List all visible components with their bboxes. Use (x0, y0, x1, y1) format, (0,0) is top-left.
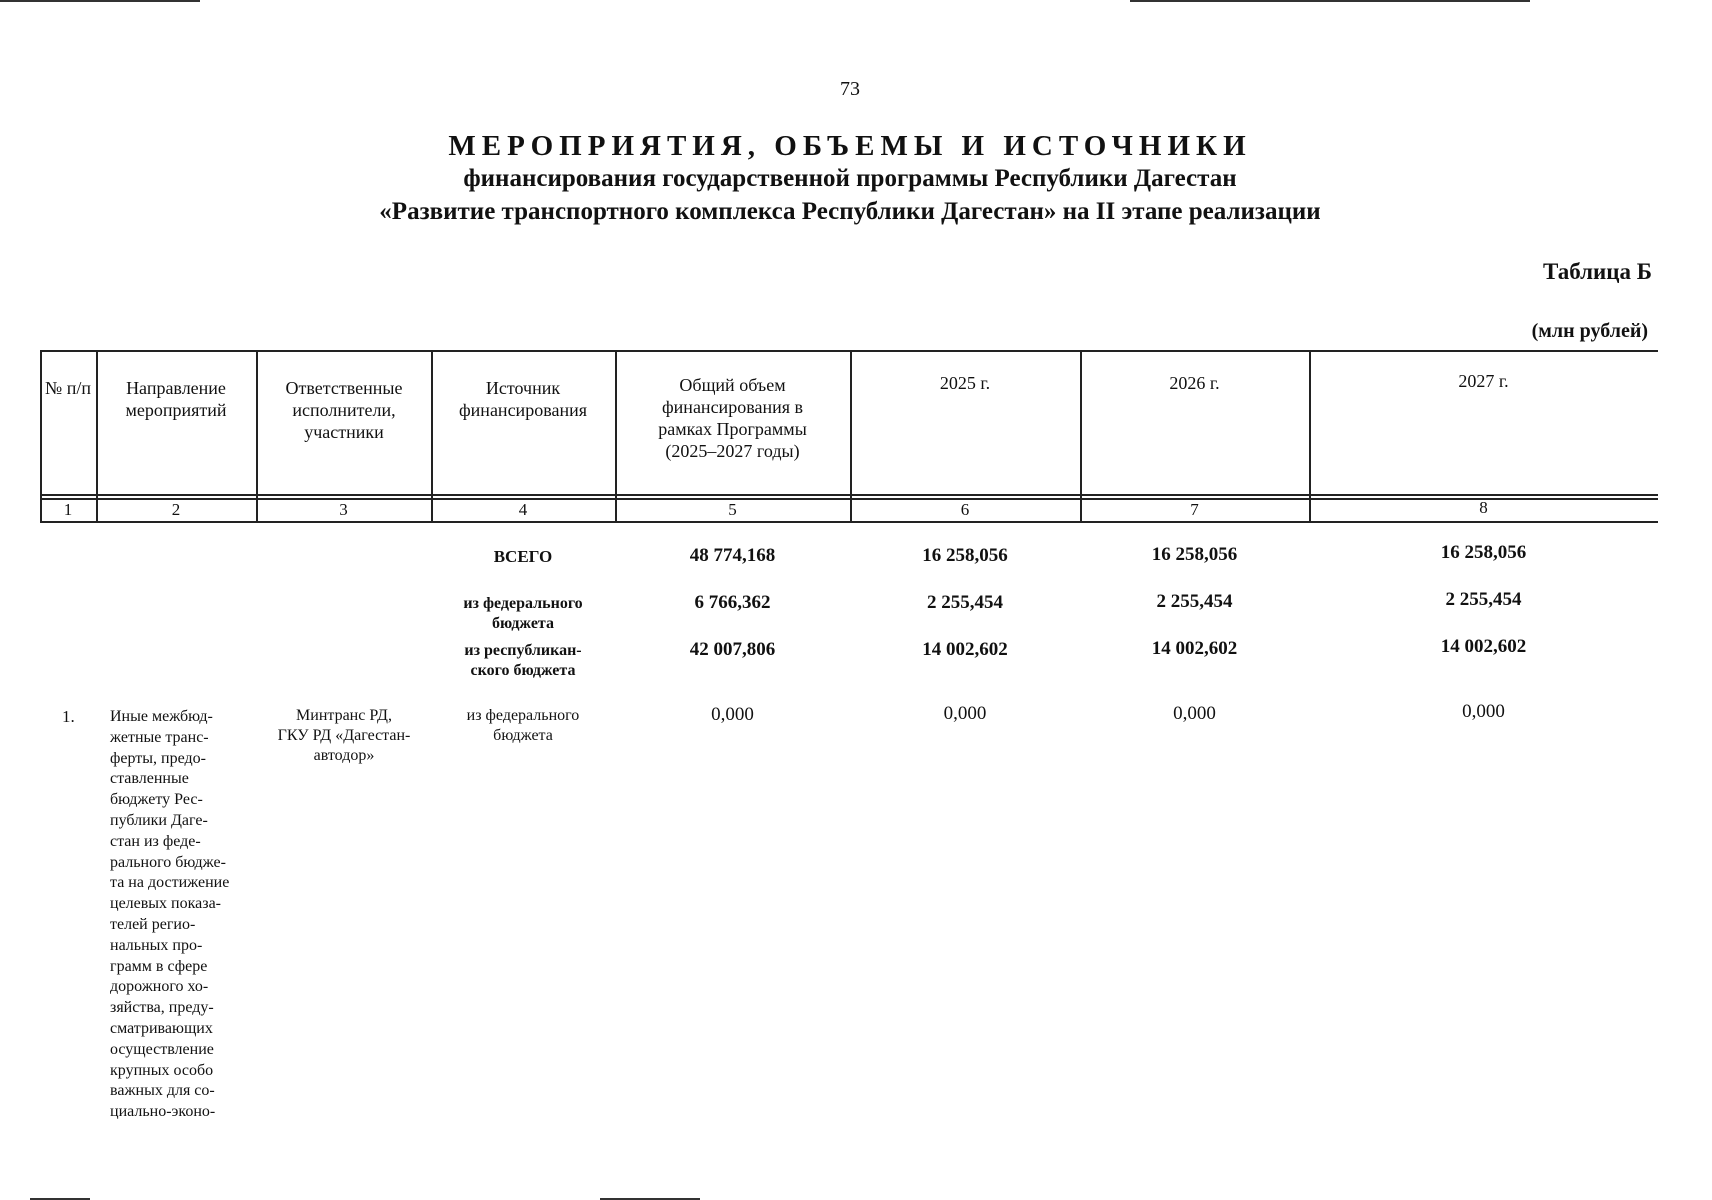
year-2025-value: 2 255,454 (927, 592, 1003, 613)
column-number: 5 (728, 500, 737, 519)
column-number: 6 (960, 500, 970, 519)
header-direction: Направление мероприятий (125, 378, 227, 420)
year-2025-value: 0,000 (943, 703, 987, 724)
source-text: из федерального бюджета (466, 707, 580, 744)
total-value: 48 774,168 (689, 545, 776, 566)
header-year-2027: 2027 г. (1458, 371, 1509, 391)
header-number: № п/п (45, 378, 91, 398)
year-2027-value: 0,000 (1462, 701, 1505, 722)
scan-edge-line (30, 1198, 90, 1200)
header-total: Общий объем финансирования в рамках Программы (2025–2027 годы) (658, 375, 807, 461)
program-name: «Развитие транспортного комплекса Республики Дагестан» на II этапе реализации (379, 198, 1321, 225)
header-year-2026: 2026 г. (1169, 373, 1220, 393)
year-2026-value: 14 002,602 (1151, 638, 1238, 659)
year-2025-value: 14 002,602 (922, 639, 1008, 660)
year-2027-value: 16 258,056 (1440, 542, 1527, 563)
document-subtitle: финансирования государственной программы Республики Дагестан (463, 165, 1237, 192)
column-number: 3 (339, 500, 348, 519)
total-value: 6 766,362 (694, 592, 771, 613)
year-2026-value: 0,000 (1173, 703, 1216, 724)
row-number: 1. (62, 707, 75, 726)
column-number: 4 (518, 500, 528, 519)
year-2026-value: 16 258,056 (1151, 544, 1238, 565)
year-2027-value: 2 255,454 (1445, 589, 1522, 610)
column-number: 1 (63, 500, 73, 519)
table-label: Таблица Б (1542, 259, 1652, 284)
column-number: 8 (1479, 498, 1488, 517)
executors-text: Минтранс РД, ГКУ РД «Дагестан- автодор» (277, 707, 411, 764)
scan-edge-line (1130, 0, 1530, 2)
total-value: 0,000 (711, 704, 754, 725)
units-label: (млн рублей) (1531, 320, 1648, 342)
year-2025-value: 16 258,056 (922, 545, 1008, 566)
document-title: МЕРОПРИЯТИЯ, ОБЪЕМЫ И ИСТОЧНИКИ (448, 130, 1252, 162)
page-number: 73 (840, 78, 860, 100)
column-number: 2 (171, 500, 181, 519)
column-number: 7 (1190, 500, 1199, 519)
year-2026-value: 2 255,454 (1156, 591, 1233, 612)
header-executors: Ответственные исполнители, участники (285, 378, 403, 442)
direction-text: Иные межбюд- жетные транс- ферты, предо- ставленные бюджету Рес- публики Даге- стан из феде- рального бюдже- та на достижение целевых показа- телей регио- нальных про- грамм в сфере дорожного хо- зяйства, преду- сматривающих осуществление крупных особо важных для со- циально-эконо- (110, 708, 230, 1121)
source-label: ВСЕГО (493, 547, 553, 566)
scan-edge-line (0, 0, 200, 2)
source-label: из республикан- ского бюджета (464, 642, 582, 679)
year-2027-value: 14 002,602 (1440, 636, 1527, 657)
total-value: 42 007,806 (689, 639, 776, 660)
source-label: из федерального бюджета (463, 595, 583, 632)
header-source: Источник финансирования (459, 378, 587, 420)
scan-edge-line (600, 1198, 700, 1200)
header-year-2025: 2025 г. (939, 373, 991, 393)
